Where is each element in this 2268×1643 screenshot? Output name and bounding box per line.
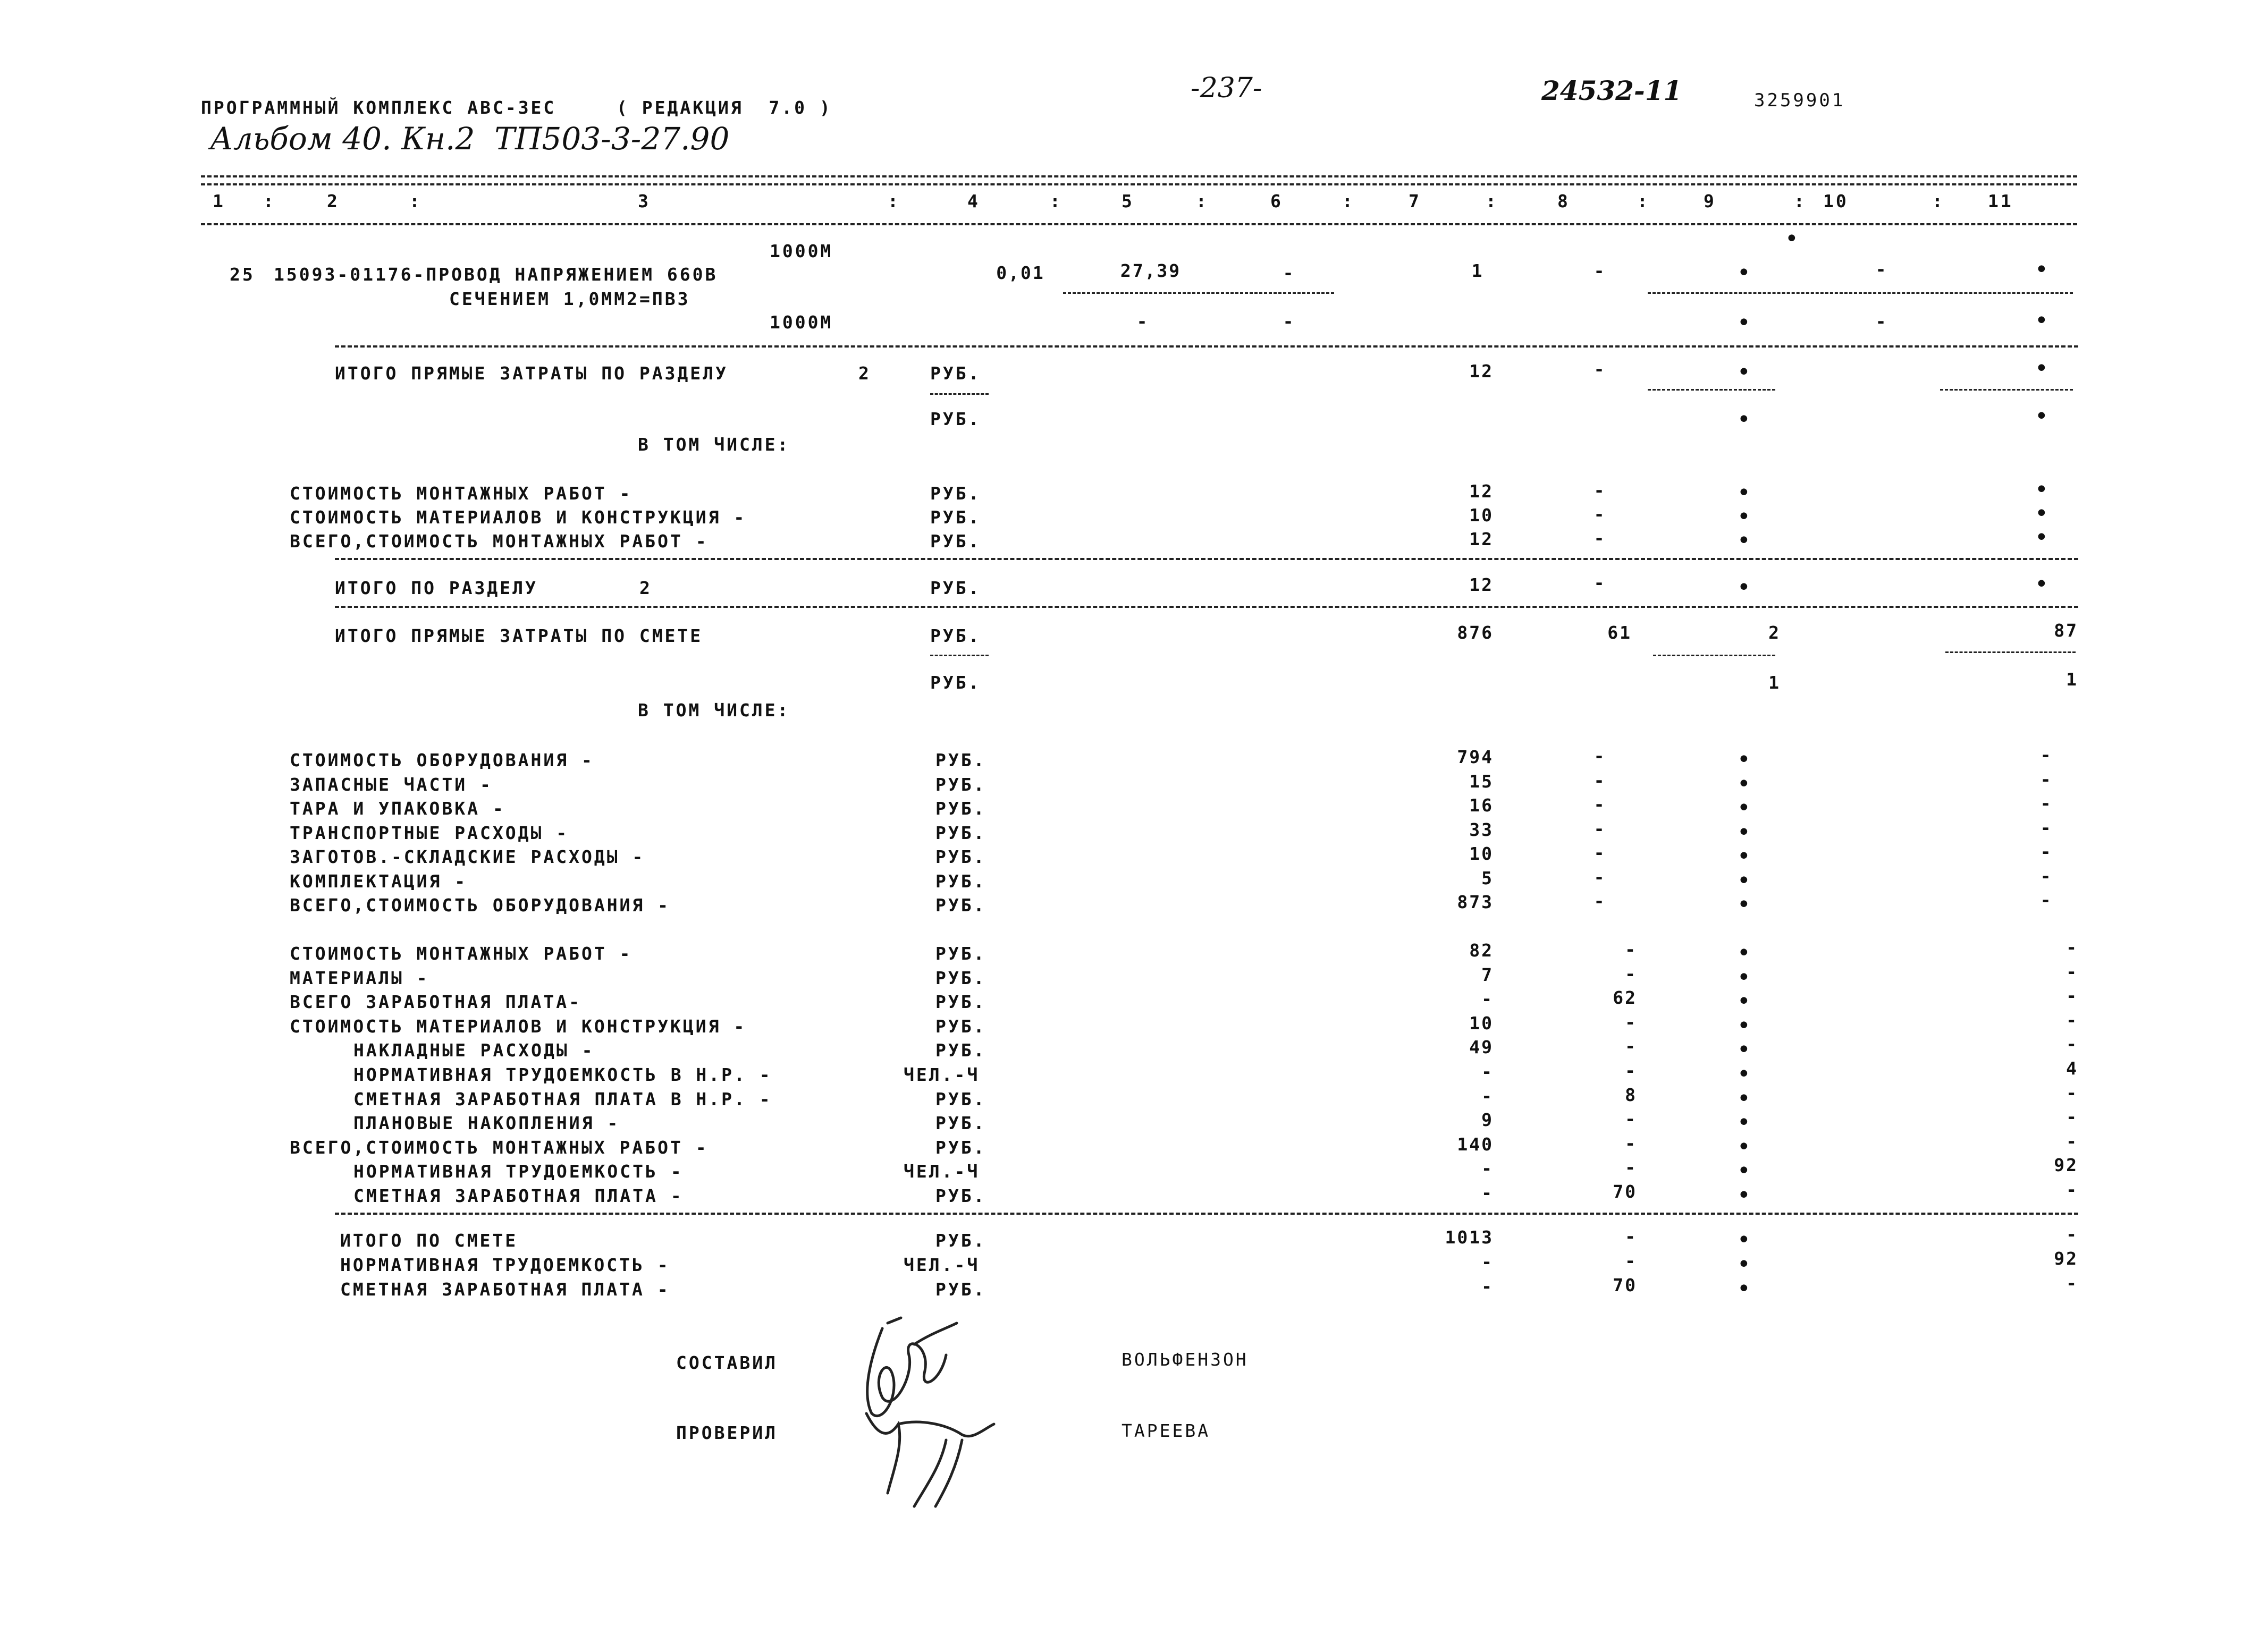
final-row-c8: - [1625,1226,1637,1247]
work-row-c9: • [1738,967,1750,988]
rule-top [201,175,2077,177]
work-row-label: НАКЛАДНЫЕ РАСХОДЫ - [353,1040,595,1061]
edition-label: ( РЕДАКЦИЯ 7.0 ) [617,97,832,118]
unit-1000m-top: 1000М [770,241,833,261]
item-qty: 0,01 [996,262,1045,283]
work-row-unit: РУБ. [935,1185,987,1206]
work-row-c11: - [2066,1010,2078,1030]
work-row-c7: - [1481,988,1494,1009]
final-row-c7: - [1481,1251,1494,1272]
work-row-c7: 140 [1457,1134,1494,1155]
equipment-row-unit: РУБ. [935,823,987,843]
item-c9: • [1738,262,1750,284]
work-row-unit: ЧЕЛ.-Ч [904,1064,980,1085]
item-description: 15093-01176-ПРОВОД НАПРЯЖЕНИЕМ 660В [274,264,718,285]
work-row-unit: РУБ. [935,1016,987,1037]
final-row-label: ИТОГО ПО СМЕТЕ [340,1230,518,1251]
item-price: 27,39 [1120,260,1182,281]
equipment-row-unit: РУБ. [935,895,987,916]
work-row-c8: - [1625,1012,1637,1032]
equipment-row-c11: - [2040,841,2053,862]
equipment-row-c8: - [1593,770,1606,791]
work-row-label: ВСЕГО,СТОИМОСТЬ МОНТАЖНЫХ РАБОТ - [290,1137,709,1158]
equipment-row-c8: - [1593,891,1606,911]
section-direct-c9: • [1738,361,1750,383]
work-row-label: НОРМАТИВНАЯ ТРУДОЕМКОСТЬ В Н.Р. - [353,1064,772,1085]
work-row-label: СМЕТНАЯ ЗАРАБОТНАЯ ПЛАТА - [353,1185,684,1206]
final-row-c8: 70 [1613,1275,1637,1295]
work-row-c7: 49 [1469,1037,1494,1057]
section-total-c8: - [1593,572,1606,593]
final-row-c7: - [1481,1276,1494,1297]
checked-label: ПРОВЕРИЛ [676,1422,778,1443]
section-row-c9: • [1738,482,1750,504]
item-c10: - [1875,259,1888,280]
equipment-row-c11: - [2040,744,2053,765]
work-row-c11: - [2066,1034,2078,1054]
rule-section-total-end [335,606,2078,608]
work-row-c8: - [1625,1108,1637,1129]
section-row-c11: • [2036,479,2047,501]
section-direct-c11-2: • [2036,405,2047,427]
section-direct-c9-2: • [1738,409,1750,430]
estimate-direct-unit: РУБ. [930,625,981,646]
signature-checked [856,1392,1015,1514]
work-row-label: ПЛАНОВЫЕ НАКОПЛЕНИЯ - [353,1113,620,1133]
mark-c9-top: • [1786,228,1798,250]
document-code: 3259901 [1754,90,1845,111]
equipment-row-c7: 794 [1457,747,1494,767]
final-row-unit: РУБ. [935,1279,987,1300]
estimate-direct-c11-2: 1 [2066,669,2078,690]
estimate-in-that-number: В ТОМ ЧИСЛЕ: [638,700,790,721]
section-row-c11: • [2036,527,2047,548]
work-row-c8: - [1625,1157,1637,1178]
equipment-row-label: ЗАГОТОВ.-СКЛАДСКИЕ РАСХОДЫ - [290,846,645,867]
equipment-row-c9: • [1738,870,1750,892]
estimate-direct-c9-rule [1653,655,1775,656]
section-row-unit: РУБ. [930,507,981,528]
final-row-label: СМЕТНАЯ ЗАРАБОТНАЯ ПЛАТА - [340,1279,670,1300]
composed-label: СОСТАВИЛ [676,1352,778,1373]
work-row-c9: • [1738,1063,1750,1085]
item-number: 25 [230,264,255,285]
column-number-7: 7 [1409,191,1421,211]
rule-top-2 [201,183,2077,185]
work-row-c9: • [1738,1039,1750,1061]
estimate-direct-c11-rule [1945,651,2076,653]
work-row-c7: - [1481,1086,1494,1106]
work-row-c9: • [1738,942,1750,964]
equipment-row-label: КОМПЛЕКТАЦИЯ - [290,871,468,892]
equipment-row-label: СТОИМОСТЬ ОБОРУДОВАНИЯ - [290,750,594,770]
final-row-c9: • [1738,1229,1750,1251]
column-separator-4: : [1050,191,1063,211]
work-row-c9: • [1738,1184,1750,1206]
equipment-row-c7: 10 [1469,843,1494,864]
section-direct-c11: • [2036,358,2047,379]
estimate-direct-c8: 61 [1607,622,1632,643]
equipment-row-unit: РУБ. [935,750,987,770]
estimate-direct-c9-2: 1 [1768,672,1781,693]
column-separator-6: : [1342,191,1355,211]
work-row-c11: - [2066,1082,2078,1103]
equipment-row-c9: • [1738,822,1750,843]
work-row-c8: 62 [1613,987,1637,1008]
equipment-row-c9: • [1738,749,1750,770]
equipment-row-c11: - [2040,817,2053,838]
work-row-c11: - [2066,1131,2078,1151]
equipment-row-unit: РУБ. [935,846,987,867]
item-c11: • [2036,259,2047,281]
work-row-c8: - [1625,1036,1637,1056]
estimate-direct-c11: 87 [2054,620,2078,641]
estimate-direct-unit-2: РУБ. [930,672,981,693]
equipment-row-unit: РУБ. [935,774,987,795]
final-row-c8: - [1625,1250,1637,1271]
column-number-5: 5 [1122,191,1134,211]
item-c5b: - [1136,311,1149,332]
equipment-row-c8: - [1593,746,1606,766]
work-row-c9: • [1738,1088,1750,1110]
column-number-11: 11 [1988,191,2013,211]
final-row-c11: - [2066,1224,2078,1244]
section-row-c8: - [1593,528,1606,548]
page-number: -237- [1191,72,1262,104]
column-separator-7: : [1486,191,1498,211]
work-row-c7: 9 [1481,1110,1494,1130]
item-c9b: • [1738,312,1750,334]
column-number-3: 3 [638,191,651,211]
section-direct-c8: - [1593,359,1606,379]
section-direct-c11-rule [1940,389,2073,391]
work-row-c9: • [1738,1015,1750,1037]
column-number-10: 10 [1823,191,1849,211]
equipment-row-c9: • [1738,773,1750,795]
equipment-row-c7: 873 [1457,892,1494,912]
section-row-c9: • [1738,506,1750,528]
section-total-c7: 12 [1469,574,1494,595]
work-row-unit: РУБ. [935,1040,987,1061]
estimate-direct-c7: 876 [1457,622,1494,643]
section-row-c8: - [1593,480,1606,501]
section-direct-number: 2 [858,363,871,384]
work-row-c7: 7 [1481,964,1494,985]
item-c6: - [1283,262,1295,283]
unit-1000m-bottom: 1000М [770,312,833,333]
work-row-unit: РУБ. [935,1089,987,1110]
work-row-unit: РУБ. [935,992,987,1012]
work-row-c9: • [1738,1136,1750,1158]
work-row-label: СТОИМОСТЬ МОНТАЖНЫХ РАБОТ - [290,943,633,964]
section-in-that-number: В ТОМ ЧИСЛЕ: [638,434,790,455]
work-row-c8: - [1625,1060,1637,1081]
section-direct-unit: РУБ. [930,363,981,384]
work-row-c9: • [1738,1112,1750,1133]
equipment-row-c11: - [2040,866,2053,886]
final-row-unit: ЧЕЛ.-Ч [904,1255,980,1275]
document-number: 24532-11 [1541,75,1682,106]
column-number-1: 1 [213,191,225,211]
work-row-label: МАТЕРИАЛЫ - [290,968,429,988]
equipment-row-c8: - [1593,818,1606,839]
equipment-row-c11: - [2040,769,2053,790]
work-row-c9: • [1738,990,1750,1012]
column-separator-5: : [1196,191,1209,211]
work-row-unit: РУБ. [935,1137,987,1158]
final-row-label: НОРМАТИВНАЯ ТРУДОЕМКОСТЬ - [340,1255,670,1275]
column-number-6: 6 [1270,191,1283,211]
work-row-c11: 92 [2054,1155,2078,1175]
column-number-4: 4 [967,191,980,211]
item-right-rule [1648,292,2073,294]
item-description-2: СЕЧЕНИЕМ 1,0ММ2=ПВЗ [449,289,690,309]
section-row-label: СТОИМОСТЬ МАТЕРИАЛОВ И КОНСТРУКЦИЯ - [290,507,747,528]
section-row-c8: - [1593,504,1606,524]
work-row-c8: 70 [1613,1181,1637,1202]
section-row-unit: РУБ. [930,483,981,504]
equipment-row-c7: 16 [1469,795,1494,816]
column-number-9: 9 [1704,191,1716,211]
section-row-label: СТОИМОСТЬ МОНТАЖНЫХ РАБОТ - [290,483,633,504]
section-row-c9: • [1738,530,1750,552]
item-c6b: - [1283,311,1295,332]
work-row-c7: - [1481,1158,1494,1179]
work-row-unit: РУБ. [935,943,987,964]
equipment-row-unit: РУБ. [935,871,987,892]
estimate-direct-label: ИТОГО ПРЯМЫЕ ЗАТРАТЫ ПО СМЕТЕ [335,625,703,646]
work-row-c7: - [1481,1182,1494,1203]
item-price-rule [1063,292,1334,294]
section-total-c9: • [1738,577,1750,598]
column-separator-3: : [888,191,900,211]
equipment-row-c9: • [1738,845,1750,867]
item-c7: 1 [1471,260,1484,281]
section-direct-label: ИТОГО ПРЯМЫЕ ЗАТРАТЫ ПО РАЗДЕЛУ [335,363,728,384]
final-row-c9: • [1738,1254,1750,1275]
equipment-row-unit: РУБ. [935,798,987,819]
rule-section-rows-end [335,558,2078,560]
final-row-c9: • [1738,1278,1750,1300]
work-row-c11: - [2066,985,2078,1006]
equipment-row-label: ТРАНСПОРТНЫЕ РАСХОДЫ - [290,823,569,843]
column-separator-2: : [409,191,422,211]
equipment-row-c11: - [2040,890,2053,910]
estimate-direct-c9: 2 [1768,622,1781,643]
section-direct-c9-rule [1648,389,1775,391]
equipment-row-c9: • [1738,797,1750,819]
work-row-c8: 8 [1625,1085,1637,1105]
work-row-c7: 82 [1469,940,1494,961]
work-row-c9: • [1738,1160,1750,1182]
column-separator-8: : [1637,191,1650,211]
column-number-2: 2 [327,191,340,211]
item-c10b: - [1875,311,1888,332]
final-row-c7: 1013 [1445,1227,1494,1248]
equipment-row-c9: • [1738,894,1750,916]
estimate-direct-unit-rule [930,655,989,656]
work-row-unit: РУБ. [935,968,987,988]
equipment-row-c8: - [1593,794,1606,815]
equipment-row-c7: 33 [1469,819,1494,840]
section-direct-c7: 12 [1469,361,1494,382]
section-row-c7: 10 [1469,505,1494,526]
work-row-c8: - [1625,963,1637,984]
column-separator-9: : [1794,191,1807,211]
work-row-c11: - [2066,1106,2078,1127]
equipment-row-c8: - [1593,867,1606,887]
section-direct-unit-2: РУБ. [930,409,981,429]
final-row-c11: 92 [2054,1248,2078,1269]
equipment-row-c8: - [1593,842,1606,863]
work-row-c8: - [1625,1133,1637,1154]
equipment-row-label: ВСЕГО,СТОИМОСТЬ ОБОРУДОВАНИЯ - [290,895,671,916]
work-row-label: НОРМАТИВНАЯ ТРУДОЕМКОСТЬ - [353,1161,684,1182]
item-c11b: • [2036,310,2047,332]
section-direct-unit-rule [930,393,989,395]
column-separator-1: : [263,191,276,211]
program-title: ПРОГРАММНЫЙ КОМПЛЕКС АВС-ЗЕС [201,97,557,118]
work-row-unit: ЧЕЛ.-Ч [904,1161,980,1182]
equipment-row-c11: - [2040,793,2053,814]
checked-name: ТАРЕЕВА [1122,1420,1211,1441]
column-separator-10: : [1932,191,1945,211]
section-row-c7: 12 [1469,481,1494,502]
work-row-unit: РУБ. [935,1113,987,1133]
work-row-label: СМЕТНАЯ ЗАРАБОТНАЯ ПЛАТА В Н.Р. - [353,1089,772,1110]
work-row-c7: - [1481,1061,1494,1082]
album-reference: Альбом 40. Кн.2 ТП503-3-27.90 [210,121,730,157]
work-row-c11: - [2066,961,2078,982]
equipment-row-c7: 5 [1481,868,1494,888]
equipment-row-label: ЗАПАСНЫЕ ЧАСТИ - [290,774,493,795]
work-row-c11: - [2066,1179,2078,1200]
work-row-c11: 4 [2066,1058,2078,1079]
equipment-row-c7: 15 [1469,771,1494,792]
section-total-number: 2 [639,578,652,598]
final-row-unit: РУБ. [935,1230,987,1251]
item-c8: - [1593,260,1606,281]
equipment-row-label: ТАРА И УПАКОВКА - [290,798,505,819]
column-number-8: 8 [1557,191,1570,211]
rule-item-end [335,345,2078,348]
work-row-c8: - [1625,939,1637,960]
section-row-c11: • [2036,503,2047,524]
section-total-unit: РУБ. [930,578,981,598]
section-total-c11: • [2036,573,2047,595]
work-row-label: ВСЕГО ЗАРАБОТНАЯ ПЛАТА- [290,992,581,1012]
final-row-c11: - [2066,1273,2078,1293]
rule-work-end [335,1213,2078,1215]
rule-header-bottom [201,223,2077,225]
section-total-label: ИТОГО ПО РАЗДЕЛУ [335,578,538,598]
section-row-c7: 12 [1469,529,1494,549]
work-row-c11: - [2066,937,2078,958]
work-row-c7: 10 [1469,1013,1494,1034]
section-row-unit: РУБ. [930,531,981,552]
work-row-label: СТОИМОСТЬ МАТЕРИАЛОВ И КОНСТРУКЦИЯ - [290,1016,747,1037]
section-row-label: ВСЕГО,СТОИМОСТЬ МОНТАЖНЫХ РАБОТ - [290,531,709,552]
composed-name: ВОЛЬФЕНЗОН [1122,1349,1249,1370]
